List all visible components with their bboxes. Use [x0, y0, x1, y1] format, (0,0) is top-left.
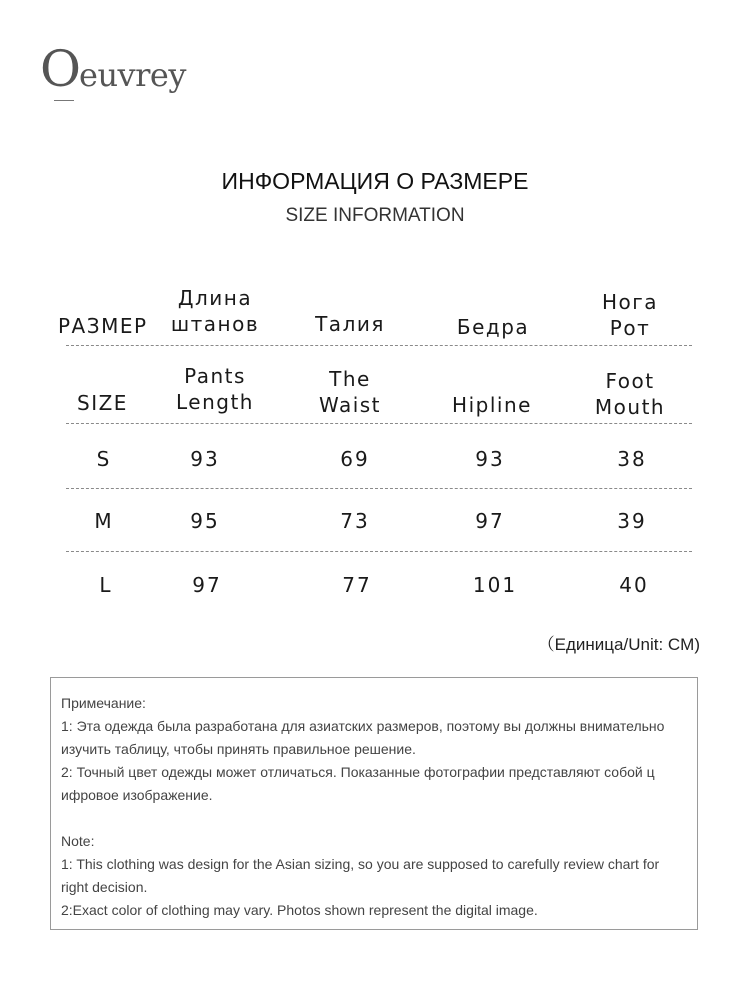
row-l-size: L — [99, 573, 113, 597]
page-title-ru: ИНФОРМАЦИЯ О РАЗМЕРЕ — [221, 168, 529, 194]
row-divider — [66, 488, 692, 489]
logo-wordmark: euvrey — [79, 56, 186, 94]
header-ru-waist: Талия — [315, 312, 385, 336]
header-en-foot-line2: Mouth — [594, 395, 666, 419]
row-l-waist: 77 — [342, 573, 372, 597]
header-en-size: SIZE — [77, 391, 128, 415]
row-divider — [66, 345, 692, 346]
row-s-size: S — [96, 447, 112, 471]
notes-en-item-1a: 1: This clothing was design for the Asian sizing, so you are supposed to carefully review chart for — [61, 856, 660, 872]
row-l-foot: 40 — [619, 573, 649, 597]
notes-ru-title: Примечание: — [61, 695, 146, 711]
header-ru-length-line1: Длина — [177, 286, 253, 310]
notes-en-title: Note: — [61, 833, 95, 849]
header-ru-size: РАЗМЕР — [58, 314, 148, 338]
row-l-length: 97 — [192, 573, 222, 597]
row-divider — [66, 551, 692, 552]
row-m-waist: 73 — [340, 509, 370, 533]
notes-ru-item-2b: ифровое изображение. — [61, 787, 213, 803]
notes-en-item-1b: right decision. — [61, 879, 148, 895]
notes-en-item-2: 2:Exact color of clothing may vary. Photos shown represent the digital image. — [61, 902, 538, 918]
header-ru-foot-line2: Рот — [609, 316, 651, 340]
row-s-foot: 38 — [617, 447, 647, 471]
header-en-waist-line1: The — [329, 367, 371, 391]
brand-logo — [40, 40, 186, 98]
notes-ru-item-1a: 1: Эта одежда была разработана для азиатских размеров, поэтому вы должны внимательно — [61, 718, 665, 734]
header-en-length-line2: Length — [176, 390, 254, 414]
notes-ru-item-1b: изучить таблицу, чтобы принять правильное решение. — [61, 741, 416, 757]
header-en-hip: Hipline — [452, 393, 532, 417]
logo-initial: O — [40, 40, 81, 98]
header-en-foot-line1: Foot — [605, 369, 655, 393]
row-m-hip: 97 — [475, 509, 505, 533]
notes-ru-item-2a: 2: Точный цвет одежды может отличаться. Показанные фотографии представляют собой ц — [61, 764, 655, 780]
row-l-hip: 101 — [472, 573, 518, 597]
page-title-en: SIZE INFORMATION — [285, 205, 465, 226]
row-s-hip: 93 — [475, 447, 505, 471]
row-m-length: 95 — [190, 509, 220, 533]
unit-note: （Единица/Unit: CM) — [537, 635, 700, 654]
row-m-foot: 39 — [617, 509, 647, 533]
row-s-waist: 69 — [340, 447, 370, 471]
row-m-size: M — [94, 509, 114, 533]
row-s-length: 93 — [190, 447, 220, 471]
header-ru-hip: Бедра — [456, 315, 530, 339]
header-en-waist-line2: Waist — [318, 393, 382, 417]
header-en-length-line1: Pants — [184, 364, 246, 388]
notes-spacer — [61, 807, 687, 830]
notes-box — [50, 677, 698, 930]
row-divider — [66, 423, 692, 424]
header-ru-length-line2: штанов — [170, 312, 260, 336]
header-ru-foot-line1: Нога — [601, 290, 659, 314]
